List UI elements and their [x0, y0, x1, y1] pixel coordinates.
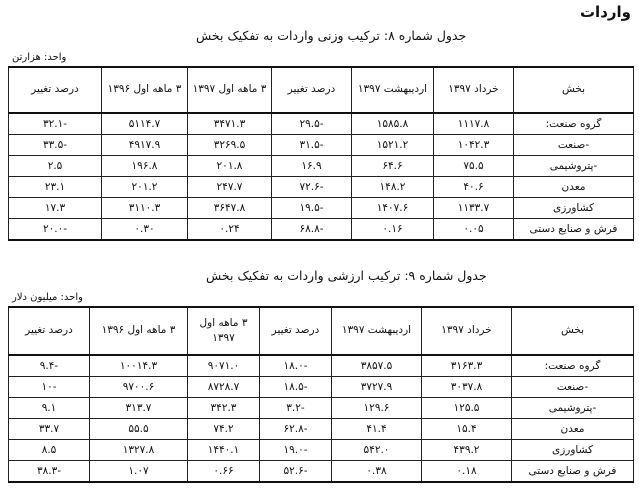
table-row	[9, 135, 634, 156]
table1-cell: ۳۶۴۷.۸	[188, 198, 272, 219]
table2-cell: ۳۸۵۷.۵	[332, 355, 422, 377]
table1-cell: ۱۷.۳	[9, 198, 102, 219]
table-row	[9, 461, 634, 483]
table2-cell: ۳۴۲.۳	[188, 398, 260, 419]
table2-cell: ۳۱۶۳.۳	[422, 355, 512, 377]
table1-cell: ۱۴۰۷.۶	[352, 198, 434, 219]
table2-cell: ۳۱۳.۷	[90, 398, 188, 419]
table1-cell: -۳۳.۵	[9, 135, 102, 156]
table-row	[9, 113, 634, 135]
table1-cell: ۶۴.۶	[352, 156, 434, 177]
table2-cell: ۵۴۲.۰	[332, 440, 422, 461]
table2-cell: ۵۵.۵	[90, 419, 188, 440]
table2-cell: -۳.۲	[260, 398, 332, 419]
table2-cell: ۸.۵	[9, 440, 90, 461]
table1-cell: ۲۴۷.۷	[188, 177, 272, 198]
table2-cell: ۱۳۲۷.۸	[90, 440, 188, 461]
table2-cell: ۳۰۳۷.۸	[422, 377, 512, 398]
table2-cell: -پتروشیمی	[512, 398, 634, 419]
table1-cell: گروه صنعت:	[514, 113, 634, 135]
table2-header-sector: بخش	[512, 307, 634, 355]
table2-cell: -۱۸.۵	[260, 377, 332, 398]
table1-cell: کشاورزی	[514, 198, 634, 219]
table1-cell: -۲۰.۰	[9, 219, 102, 241]
table2-cell: ۱۴۴۰.۱	[188, 440, 260, 461]
table2-cell: ۳۳.۷	[9, 419, 90, 440]
table1-cell: ۱۵۸۵.۸	[352, 113, 434, 135]
table1-cell: ۳۴۷۱.۳	[188, 113, 272, 135]
table2-cell: ۳۷۲۷.۹	[332, 377, 422, 398]
table1-cell: ۰.۱۶	[352, 219, 434, 241]
table2-cell: ۱۵.۴	[422, 419, 512, 440]
table1-cell: ۰.۳۰	[102, 219, 188, 241]
table2-cell: ۹.۱	[9, 398, 90, 419]
table2-cell: گروه صنعت:	[512, 355, 634, 377]
table1-cell: ۲۰۱.۲	[102, 177, 188, 198]
table1-cell: -۳۱.۵	[272, 135, 352, 156]
table1-cell: -صنعت	[514, 135, 634, 156]
table1-cell: ۴۰.۶	[434, 177, 514, 198]
table2-cell: معدن	[512, 419, 634, 440]
table-row	[9, 219, 634, 241]
table1-cell: ۵۱۱۴.۷	[102, 113, 188, 135]
table2-cell: کشاورزی	[512, 440, 634, 461]
table2-cell: ۷۴.۲	[188, 419, 260, 440]
table1-cell: ۱۹۶.۸	[102, 156, 188, 177]
table1-cell: ۲۰۱.۸	[188, 156, 272, 177]
table1-cell: ۱۴۸.۲	[352, 177, 434, 198]
table1-header-q1-1397: ۳ ماهه اول ۱۳۹۷	[188, 67, 272, 113]
table2-header-row	[9, 307, 634, 355]
table1-cell: ۳۱۱۰.۳	[102, 198, 188, 219]
table1-cell: -۷۲.۶	[272, 177, 352, 198]
table2-cell: -صنعت	[512, 377, 634, 398]
table2-caption: جدول شماره ۹: ترکیب ارزشی واردات به تفکیک بخش	[206, 268, 487, 283]
value-imports-table	[8, 306, 634, 483]
table2-header-ordibehesht: اردیبهشت ۱۳۹۷	[332, 307, 422, 355]
table1-cell: ۲۳.۱	[9, 177, 102, 198]
table1-cell: ۱۱۱۷.۸	[434, 113, 514, 135]
table2-cell: -۵۲.۶	[260, 461, 332, 483]
table-row	[9, 419, 634, 440]
table2-header-q1-1397: ۳ ماهه اول ۱۳۹۷	[188, 307, 260, 355]
table1-cell: -۶۸.۸	[272, 219, 352, 241]
table1-unit: واحد: هزارتن	[12, 52, 67, 63]
table-row	[9, 440, 634, 461]
table2-cell: -۳۸.۳	[9, 461, 90, 483]
table2-cell: ۴۳۹.۲	[422, 440, 512, 461]
table2-cell: -۹.۴	[9, 355, 90, 377]
table1-cell: ۴۹۱۷.۹	[102, 135, 188, 156]
table1-header-change-month: درصد تغییر	[272, 67, 352, 113]
table2-header-change-quarter: درصد تغییر	[9, 307, 90, 355]
table-row	[9, 198, 634, 219]
table2-header-khordad: خرداد ۱۳۹۷	[422, 307, 512, 355]
table1-cell: -۱۹.۵	[272, 198, 352, 219]
table2-header-change-month: درصد تغییر	[260, 307, 332, 355]
table1-header-sector: بخش	[514, 67, 634, 113]
table2-cell: ۹۷۰۰.۶	[90, 377, 188, 398]
table2-cell: -۱۹.۰	[260, 440, 332, 461]
table1-cell: ۲.۵	[9, 156, 102, 177]
table1-header-row	[9, 67, 634, 113]
table2-cell: ۹۰۷۱.۰	[188, 355, 260, 377]
table1-header-khordad: خرداد ۱۳۹۷	[434, 67, 514, 113]
table2-cell: ۱۰۰۱۴.۳	[90, 355, 188, 377]
table2-cell: ۰.۳۸	[332, 461, 422, 483]
table1-cell: ۳۲۶۹.۵	[188, 135, 272, 156]
table2-cell: -۶۲.۸	[260, 419, 332, 440]
table1-cell: معدن	[514, 177, 634, 198]
table2-cell: -۱۸.۰	[260, 355, 332, 377]
table1-cell: ۱۰۴۲.۳	[434, 135, 514, 156]
table2-header-q1-1396: ۳ ماهه اول ۱۳۹۶	[90, 307, 188, 355]
table2-cell: ۱.۰۷	[90, 461, 188, 483]
table1-cell: ۰.۲۴	[188, 219, 272, 241]
table1-header-change-quarter: درصد تغییر	[9, 67, 102, 113]
table2-cell: ۴۱.۴	[332, 419, 422, 440]
table1-cell: ۷۵.۵	[434, 156, 514, 177]
table-row	[9, 377, 634, 398]
table1-cell: ۱۶.۹	[272, 156, 352, 177]
section-title: واردات	[579, 3, 631, 21]
table1-cell: فرش و صنایع دستی	[514, 219, 634, 241]
table1-cell: ۱۱۳۳.۷	[434, 198, 514, 219]
table1-header-ordibehesht: اردیبهشت ۱۳۹۷	[352, 67, 434, 113]
table1-cell: ۰.۰۵	[434, 219, 514, 241]
table1-cell: -پتروشیمی	[514, 156, 634, 177]
weight-imports-table	[8, 66, 634, 241]
table2-cell: ۱۲۵.۵	[422, 398, 512, 419]
table2-cell: -۱۰	[9, 377, 90, 398]
table-row	[9, 355, 634, 377]
table2-cell: ۸۷۲۸.۷	[188, 377, 260, 398]
table2-cell: فرش و صنایع دستی	[512, 461, 634, 483]
table2-cell: ۰.۱۸	[422, 461, 512, 483]
table1-header-q1-1396: ۳ ماهه اول ۱۳۹۶	[102, 67, 188, 113]
table1-cell: -۲۹.۵	[272, 113, 352, 135]
table2-cell: ۰.۶۶	[188, 461, 260, 483]
table1-caption: جدول شماره ۸: ترکیب وزنی واردات به تفکیک بخش	[196, 28, 467, 43]
table-row	[9, 398, 634, 419]
table-row	[9, 156, 634, 177]
table-row	[9, 177, 634, 198]
table2-cell: ۱۲۹.۶	[332, 398, 422, 419]
table2-unit: واحد: میلیون دلار	[12, 292, 83, 303]
table1-cell: ۱۵۲۱.۲	[352, 135, 434, 156]
table1-cell: -۳۲.۱	[9, 113, 102, 135]
